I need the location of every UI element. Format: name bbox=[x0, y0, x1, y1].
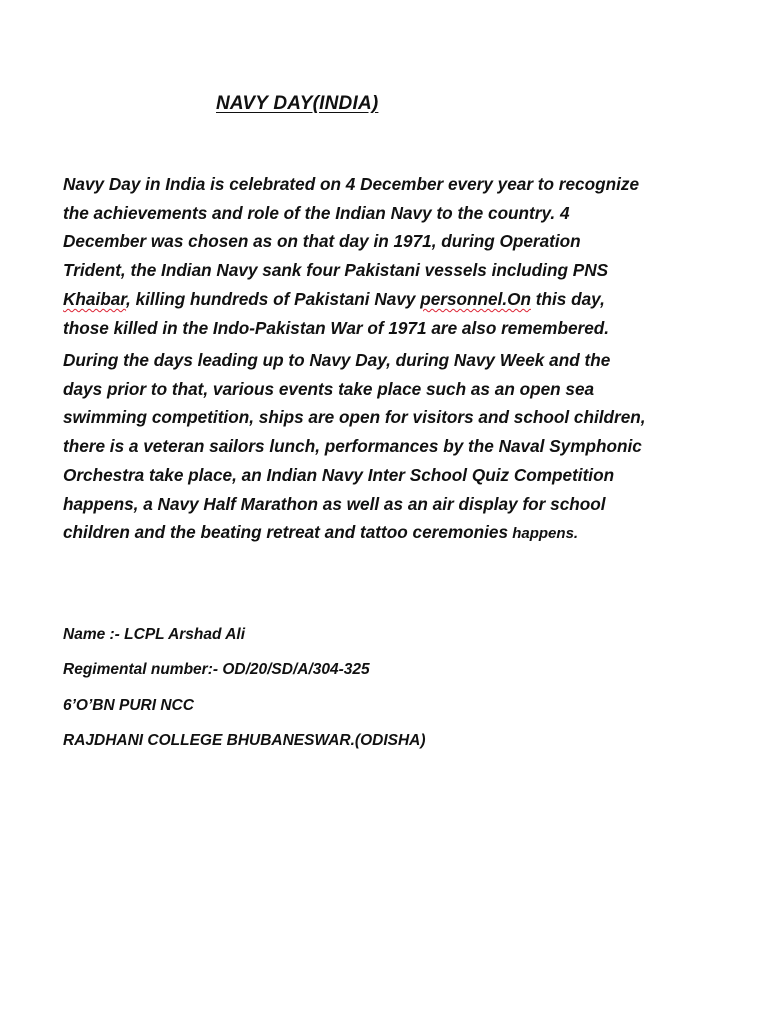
paragraph-line: swimming competition, ships are open for visitors and school children, bbox=[63, 407, 646, 428]
paragraph-line bbox=[63, 285, 723, 314]
paragraph-line: Orchestra take place, an Indian Navy Inter School Quiz Competition bbox=[63, 464, 615, 485]
paragraph-line: During the days leading up to Navy Day, during Navy Week and the bbox=[63, 350, 611, 370]
text-segment: , killing hundreds of Pakistani Navy bbox=[126, 288, 421, 309]
paragraph-line: those killed in the Indo-Pakistan War of 1971 are also remembered. bbox=[63, 317, 610, 338]
signature-unit: 6’O’BN PURI NCC bbox=[63, 697, 194, 714]
paragraph-line: December was chosen as on that day in 1971, during Operation bbox=[63, 231, 581, 252]
spelling-error-mark[interactable]: personnel.On bbox=[420, 288, 531, 309]
document-title: NAVY DAY(INDIA) bbox=[216, 93, 379, 114]
paragraph-1 bbox=[63, 170, 723, 342]
paragraph-line: there is a veteran sailors lunch, performances by the Naval Symphonic bbox=[63, 436, 642, 457]
signature-regimental-number: Regimental number:- OD/20/SD/A/304-325 bbox=[63, 661, 370, 678]
paragraph-line: days prior to that, various events take place such as an open sea bbox=[63, 378, 595, 399]
paragraph-line: happens, a Navy Half Marathon as well as an air display for school bbox=[63, 493, 606, 514]
paragraph-line: the achievements and role of the Indian Navy to the country. 4 bbox=[63, 202, 570, 223]
signature-college: RAJDHANI COLLEGE BHUBANESWAR.(ODISHA) bbox=[63, 732, 426, 749]
text-segment: children and the beating retreat and tattoo ceremonies bbox=[63, 522, 509, 543]
paragraph-2 bbox=[63, 346, 723, 549]
spelling-error-mark[interactable]: Khaibar bbox=[63, 288, 127, 309]
text-segment: this day, bbox=[531, 288, 605, 309]
signature-name: Name :- LCPL Arshad Ali bbox=[63, 626, 246, 643]
paragraph-line: Navy Day in India is celebrated on 4 December every year to recognize bbox=[63, 174, 640, 194]
paragraph-line: Trident, the Indian Navy sank four Pakistani vessels including PNS bbox=[63, 260, 609, 281]
paragraph-line bbox=[63, 518, 723, 549]
text-segment-small: happens. bbox=[508, 525, 579, 543]
